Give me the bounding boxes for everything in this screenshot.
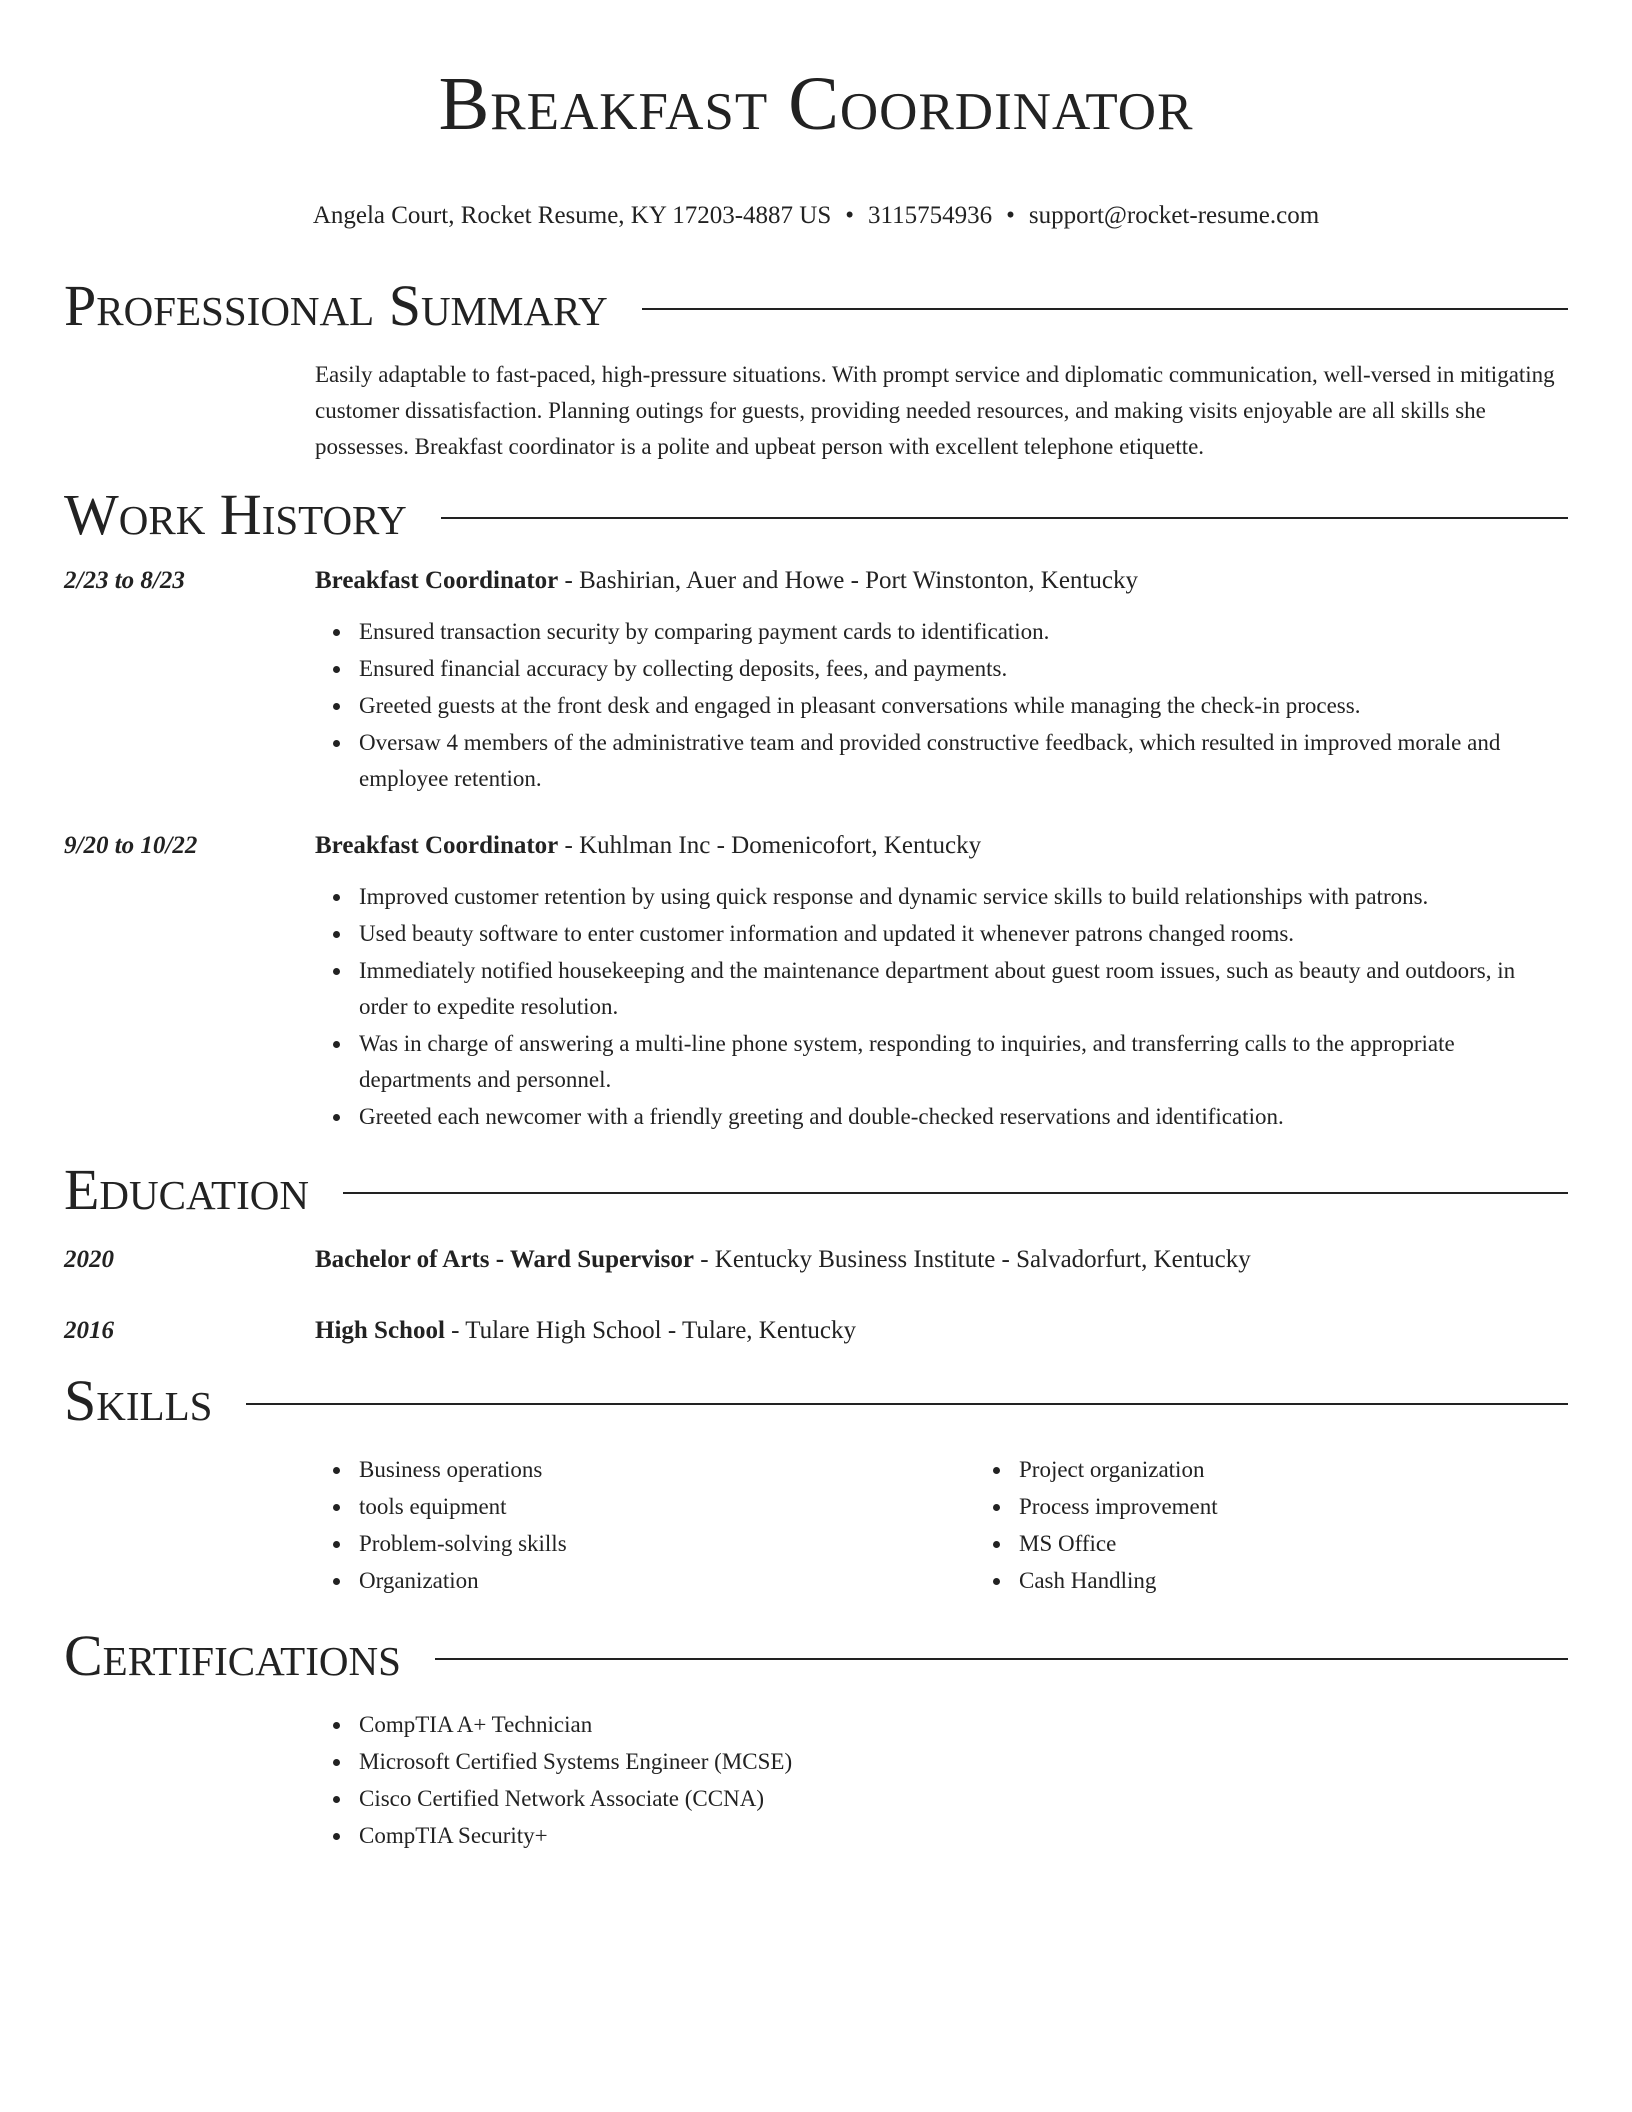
job-bullets (315, 879, 1568, 1135)
skill-item: Problem-solving skills (359, 1526, 975, 1562)
skills-list-left (315, 1452, 975, 1600)
certifications-heading: Certifications (64, 1623, 401, 1688)
skills-left-spacer (64, 1452, 315, 1600)
skills-row (64, 1452, 1568, 1600)
summary-left-spacer (64, 357, 315, 465)
summary-section-header (64, 274, 1568, 338)
skill-item: Cash Handling (1019, 1563, 1632, 1599)
skills-heading: Skills (64, 1368, 213, 1433)
skill-item: tools equipment (359, 1489, 975, 1525)
contact-line (64, 200, 1568, 232)
job-dates: 9/20 to 10/22 (64, 832, 198, 859)
job-details: - Bashirian, Auer and Howe - Port Winstonton, Kentucky (558, 567, 1138, 594)
certification-item: CompTIA A+ Technician (359, 1707, 1568, 1743)
job-bullet: Was in charge of answering a multi-line phone system, responding to inquiries, and transferring calls to the appropriate departments and personnel. (359, 1026, 1568, 1098)
job-bullet: Immediately notified housekeeping and the maintenance department about guest room issues, such as beauty and outdoors, in order to expedite resolution. (359, 953, 1568, 1025)
job-bullet: Greeted guests at the front desk and engaged in pleasant conversations while managing the check-in process. (359, 688, 1568, 724)
resume-page (64, 0, 1568, 1855)
section-divider (435, 1658, 1568, 1660)
job-bullet: Improved customer retention by using quick response and dynamic service skills to build relationships with patrons. (359, 879, 1568, 915)
skills-section-header (64, 1369, 1568, 1433)
job-details: - Kuhlman Inc - Domenicofort, Kentucky (558, 832, 982, 859)
certification-item: Microsoft Certified Systems Engineer (MCSE) (359, 1744, 1568, 1780)
job-bullets (315, 614, 1568, 797)
job-bullet: Greeted each newcomer with a friendly greeting and double-checked reservations and identification. (359, 1099, 1568, 1135)
education-section-header (64, 1158, 1568, 1222)
job-entry (64, 828, 1568, 1136)
certifications-left-spacer (64, 1707, 315, 1855)
section-divider (343, 1192, 1568, 1194)
education-details: - Tulare High School - Tulare, Kentucky (444, 1317, 857, 1344)
resume-name: Breakfast Coordinator (438, 62, 1194, 146)
section-divider (642, 308, 1568, 310)
section-divider (441, 517, 1568, 519)
contact-separator: • (845, 202, 855, 229)
section-divider (246, 1403, 1568, 1405)
contact-address: Angela Court, Rocket Resume, KY 17203-4887 US (312, 202, 832, 229)
skills-list-right (975, 1452, 1632, 1600)
summary-heading: Professional Summary (64, 273, 608, 338)
job-bullet: Oversaw 4 members of the administrative team and provided constructive feedback, which resulted in improved morale and employee retention. (359, 725, 1568, 797)
education-heading: Education (64, 1157, 309, 1222)
education-details: - Kentucky Business Institute - Salvadorfurt, Kentucky (693, 1246, 1251, 1273)
job-title: Breakfast Coordinator (315, 832, 559, 859)
summary-row (64, 357, 1568, 465)
education-entry (64, 1313, 1568, 1349)
education-degree: High School (315, 1317, 445, 1344)
summary-text: Easily adaptable to fast-paced, high-pressure situations. With prompt service and diplomatic communication, well-versed in mitigating customer dissatisfaction. Planning outings for guests, providing needed resources, and making visits enjoyable are all skills she possesses. Breakfast coordinator is a polite and upbeat person with excellent telephone etiquette. (315, 362, 1555, 459)
work-heading: Work History (64, 482, 407, 547)
certification-item: CompTIA Security+ (359, 1818, 1568, 1854)
job-bullet: Used beauty software to enter customer information and updated it whenever patrons changed rooms. (359, 916, 1568, 952)
job-heading (315, 563, 1568, 599)
job-title: Breakfast Coordinator (315, 567, 559, 594)
education-entry (64, 1242, 1568, 1278)
job-dates: 2/23 to 8/23 (64, 567, 185, 594)
contact-phone: 3115754936 (868, 202, 993, 229)
education-year: 2016 (64, 1317, 114, 1344)
certifications-row (64, 1707, 1568, 1855)
certifications-section-header (64, 1624, 1568, 1688)
job-bullet: Ensured transaction security by comparing payment cards to identification. (359, 614, 1568, 650)
job-entry (64, 563, 1568, 798)
contact-email: support@rocket-resume.com (1028, 202, 1320, 229)
skill-item: Process improvement (1019, 1489, 1632, 1525)
job-bullet: Ensured financial accuracy by collecting deposits, fees, and payments. (359, 651, 1568, 687)
education-year: 2020 (64, 1246, 114, 1273)
skill-item: Organization (359, 1563, 975, 1599)
certifications-list (315, 1707, 1568, 1854)
contact-separator: • (1006, 202, 1015, 229)
skill-item: Project organization (1019, 1452, 1632, 1488)
certification-item: Cisco Certified Network Associate (CCNA) (359, 1781, 1568, 1817)
education-degree: Bachelor of Arts - Ward Supervisor (315, 1246, 694, 1273)
work-section-header (64, 483, 1568, 547)
skill-item: MS Office (1019, 1526, 1632, 1562)
job-heading (315, 828, 1568, 864)
skill-item: Business operations (359, 1452, 975, 1488)
